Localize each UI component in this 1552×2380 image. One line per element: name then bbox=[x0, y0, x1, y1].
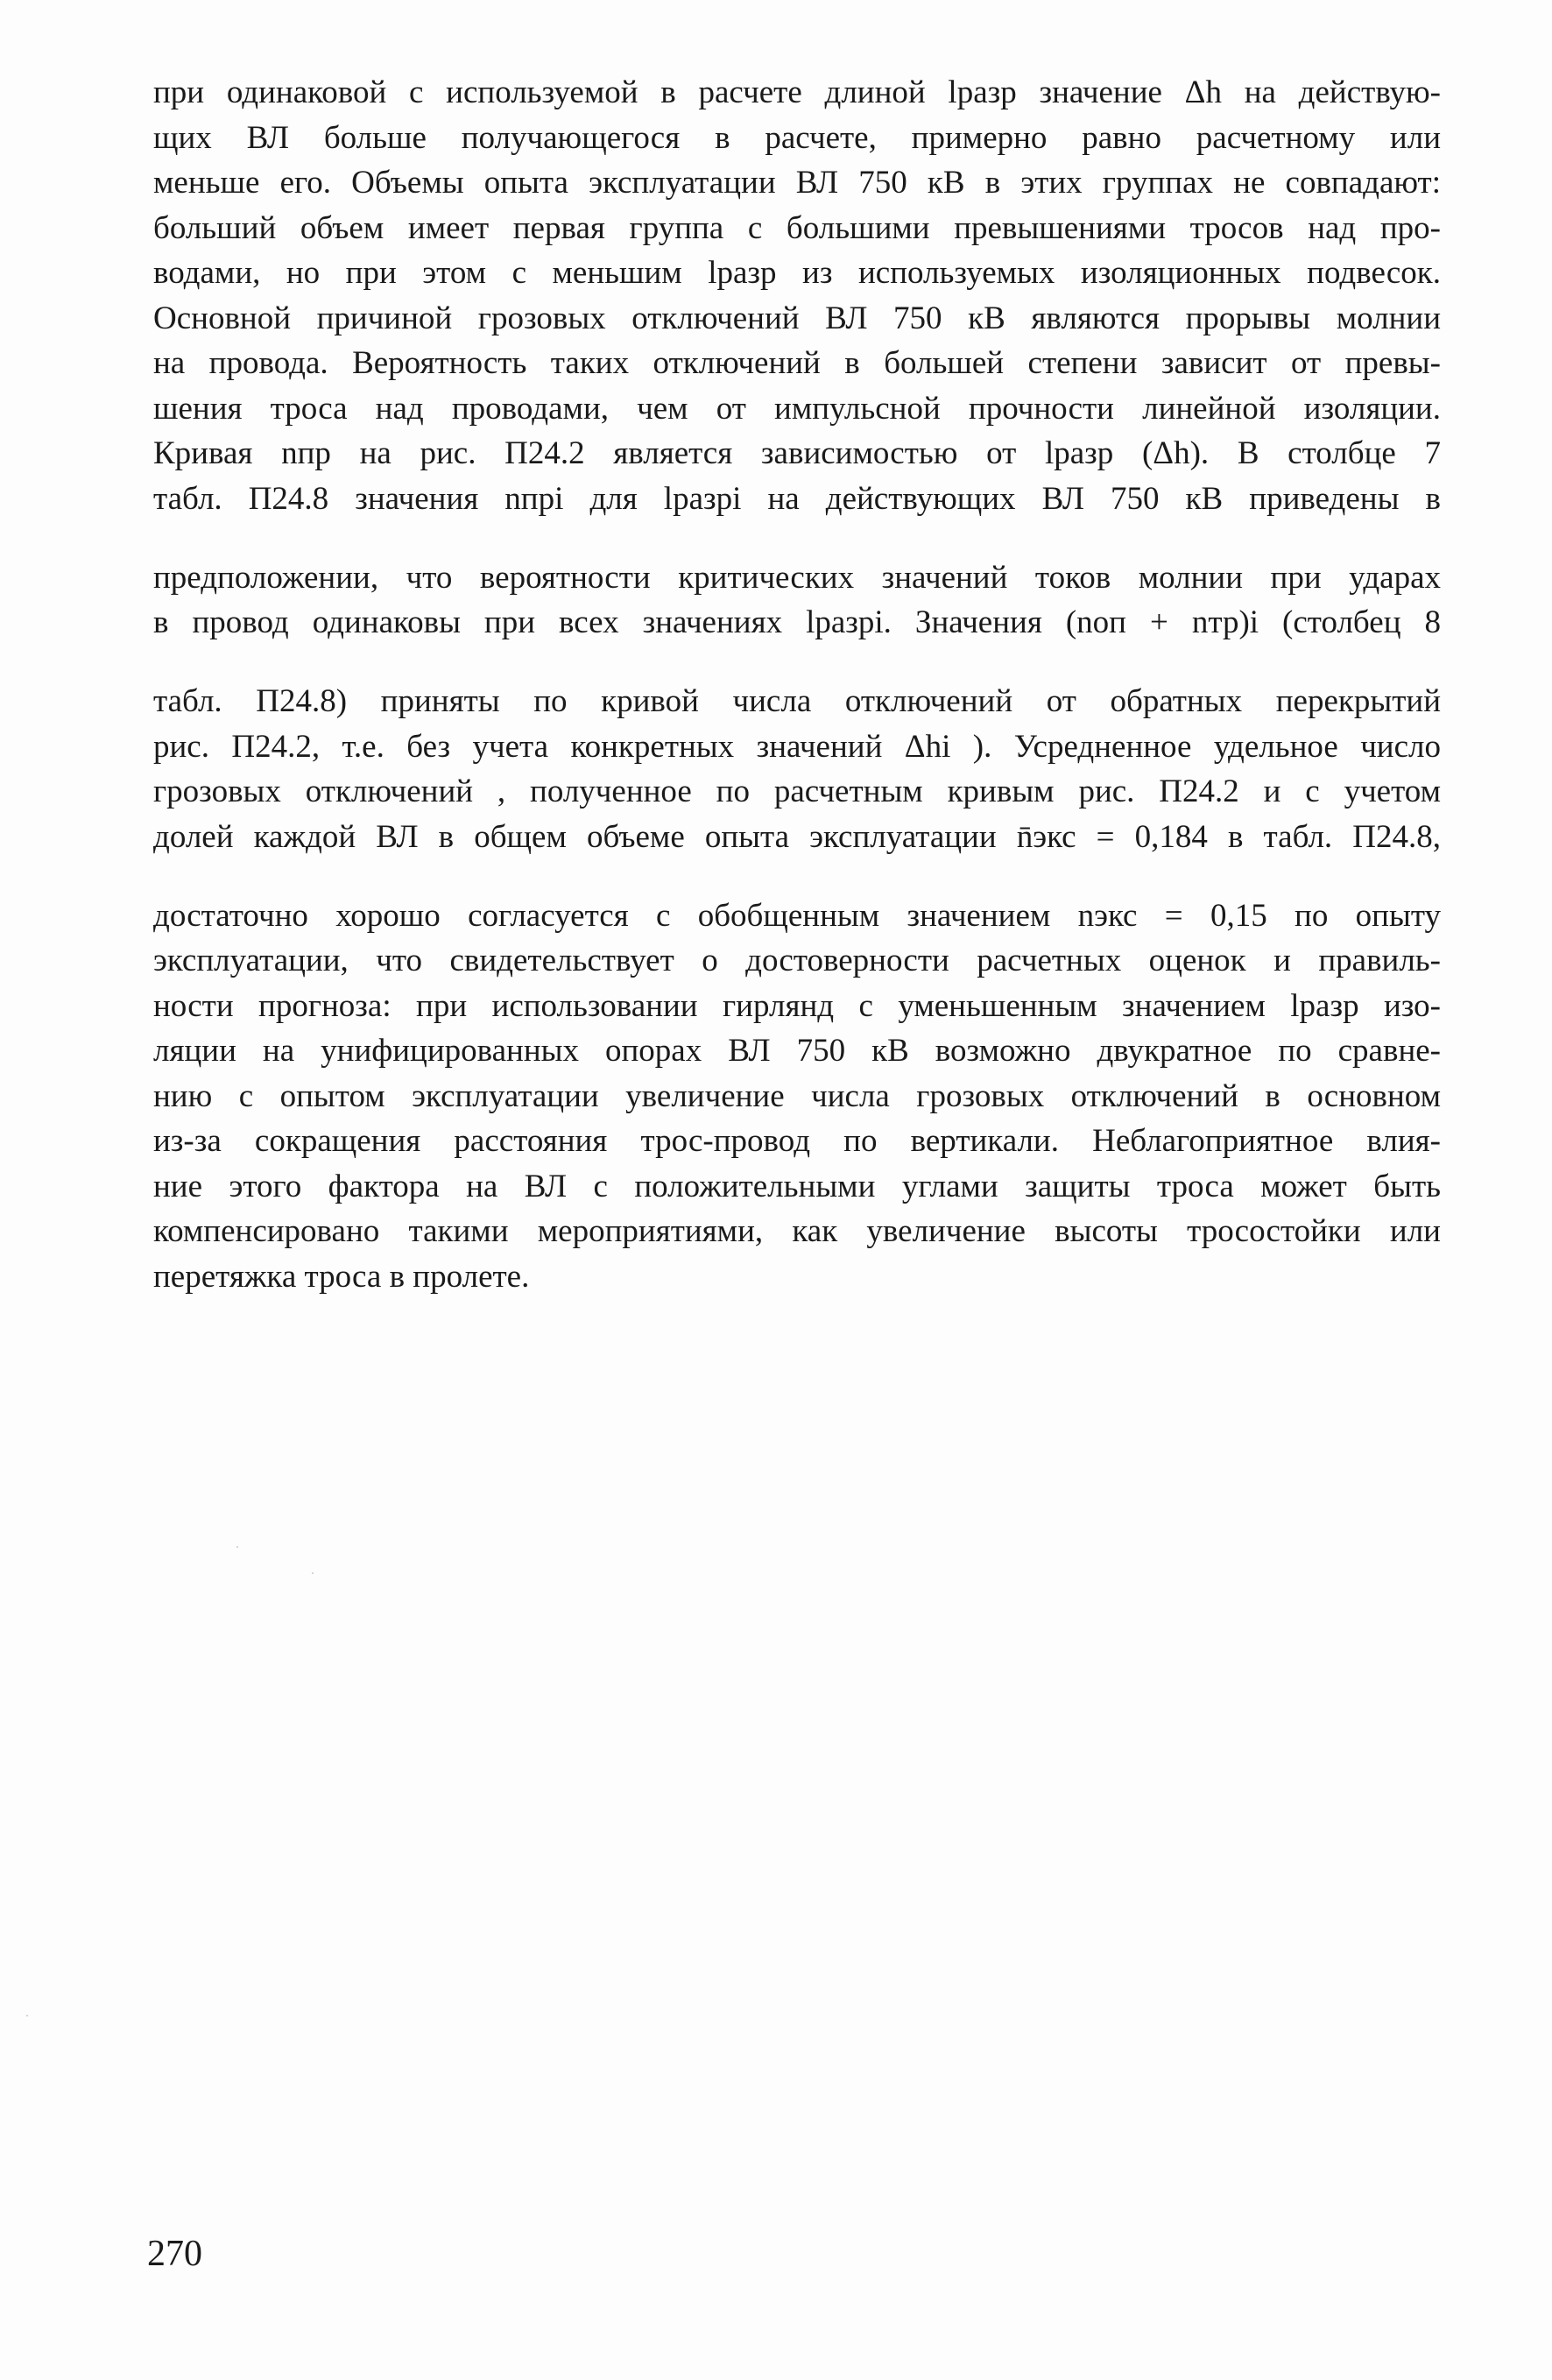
text-line: в провод одинаковы при всех значениях lразрi. Значения (nоп + nтр)i (столбец 8 bbox=[153, 604, 1441, 640]
text-line: грозовых отключений , полученное по расчетным кривым рис. П24.2 и с учетом bbox=[153, 773, 1441, 809]
text-line: нию с опытом эксплуатации увеличение числа грозовых отключений в основном bbox=[153, 1077, 1441, 1114]
text-line: щих ВЛ больше получающегося в расчете, примерно равно расчетному или bbox=[153, 119, 1441, 156]
text-line: табл. П24.8 значения nпрi для lразрi на действующих ВЛ 750 кВ приведены в bbox=[153, 480, 1441, 517]
text-line: перетяжка троса в пролете. bbox=[153, 1258, 530, 1295]
text-line: шения троса над проводами, чем от импульсной прочности линейной изоляции. bbox=[153, 390, 1441, 427]
text-line: Кривая nпр на рис. П24.2 является зависимостью от lразр (Δh). В столбце 7 bbox=[153, 435, 1441, 471]
text-line: долей каждой ВЛ в общем объеме опыта эксплуатации n̄экс = 0,184 в табл. П24.8, bbox=[153, 818, 1441, 855]
text-line: из-за сокращения расстояния трос-провод по вертикали. Неблагоприятное влия- bbox=[153, 1123, 1441, 1159]
text-line: достаточно хорошо согласуется с обобщенным значением nэкс = 0,15 по опыту bbox=[153, 897, 1441, 934]
text-line: при одинаковой с используемой в расчете длиной lразр значение Δh на действую- bbox=[153, 74, 1441, 110]
text-line: предположении, что вероятности критических значений токов молнии при ударах bbox=[153, 559, 1441, 596]
text-line: ности прогноза: при использовании гирлянд с уменьшенным значением lразр изо- bbox=[153, 987, 1441, 1024]
text-line: ляции на унифицированных опорах ВЛ 750 кВ возможно двукратное по сравне- bbox=[153, 1033, 1441, 1069]
text-line: больший объем имеет первая группа с большими превышениями тросов над про- bbox=[153, 209, 1441, 246]
body-text bbox=[153, 70, 1441, 1299]
text-line: меньше его. Объемы опыта эксплуатации ВЛ 750 кВ в этих группах не совпадают: bbox=[153, 165, 1441, 201]
text-line: ние этого фактора на ВЛ с положительными углами защиты троса может быть bbox=[153, 1168, 1441, 1204]
scan-speck bbox=[236, 1546, 238, 1548]
text-line: эксплуатации, что свидетельствует о достоверности расчетных оценок и правиль- bbox=[153, 943, 1441, 978]
text-line: рис. П24.2, т.е. без учета конкретных значений Δhi ). Усредненное удельное число bbox=[153, 728, 1441, 765]
text-line: табл. П24.8) приняты по кривой числа отключений от обратных перекрытий bbox=[153, 683, 1441, 719]
text-line: Основной причиной грозовых отключений ВЛ 750 кВ являются прорывы молнии bbox=[153, 300, 1441, 336]
scan-speck bbox=[312, 1572, 314, 1574]
text-line: компенсировано такими мероприятиями, как увеличение высоты тросостойки или bbox=[153, 1213, 1441, 1249]
text-line: водами, но при этом с меньшим lразр из используемых изоляционных подвесок. bbox=[153, 255, 1441, 291]
scan-speck bbox=[26, 2015, 28, 2016]
page-number: 270 bbox=[147, 2234, 202, 2274]
text-line: на провода. Вероятность таких отключений в большей степени зависит от превы- bbox=[153, 345, 1441, 381]
